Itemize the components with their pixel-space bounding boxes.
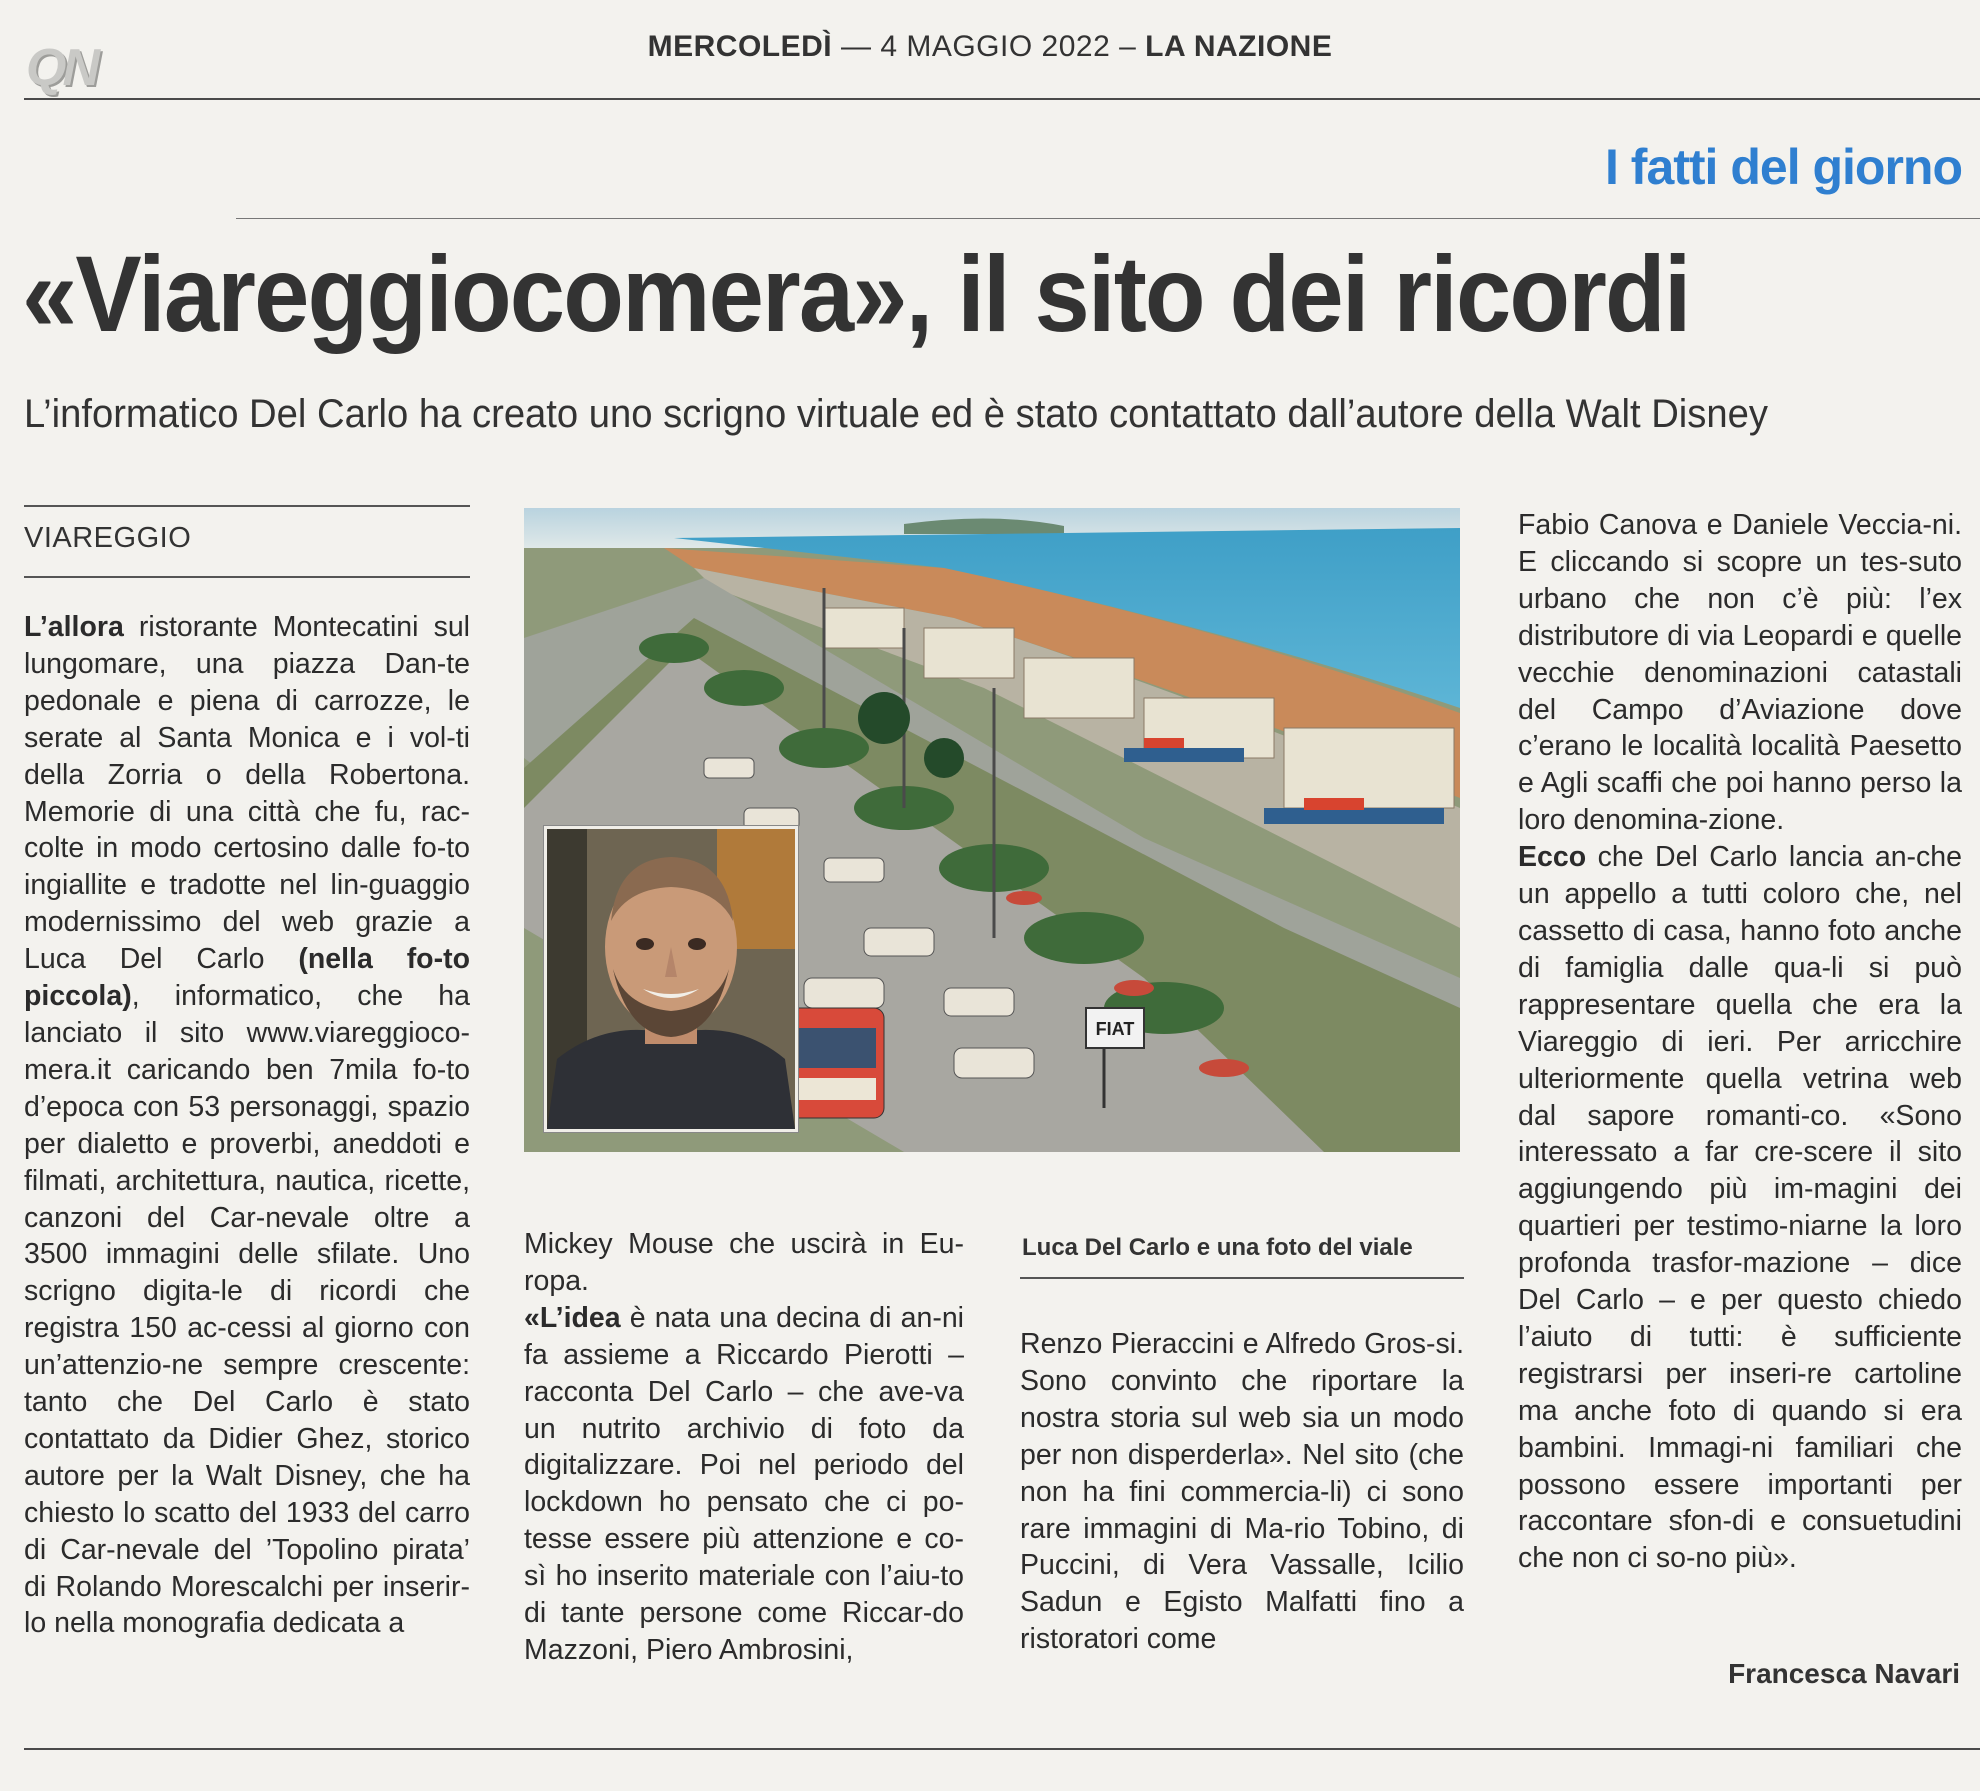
- lead-word: Ecco: [1518, 841, 1587, 874]
- newspaper-name: LA NAZIONE: [1145, 30, 1333, 63]
- body-text: , informatico, che ha lanciato il sito www.viareggioco-mera.it caricando ben 7mila fo-to d’epoca con 53 personaggi, spazio per dialetto e proverbi, aneddoti e filmati, architettura, nautica, ricette, canzoni del Car-nevale oltre a 3500 immagini delle sfilate. Uno scrigno digita-le di ricordi che registra 150 ac-cessi al giorno con un’attenzio-ne sempre crescente: tanto che Del Carlo è stato contattato da Didier Ghez, storico autore per la Walt Disney, che ha chiesto lo scatto del 1933 del carro di Car-nevale del ’Topolino pirata’ di Rolando Morescalchi per inserir-lo nella monografia dedicata a: [24, 980, 470, 1640]
- column-4-text: [1518, 839, 1962, 1577]
- dash-separator: —: [840, 30, 872, 63]
- caption-rule: [1020, 1277, 1464, 1279]
- body-text: ristorante Montecatini sul lungomare, una piazza Dan-te pedonale e piena di carrozze, le serate al Santa Monica e i vol-ti della Zorria o della Robertona. Memorie di una città che fu, rac-colte in modo certosino dalle fo-to ingiallite e tradotte nel lin-guaggio modernissimo del web grazie a Luca Del Carlo: [24, 611, 470, 976]
- subheadline: L’informatico Del Carlo ha creato uno scrigno virtuale ed è stato contattato dall’autore della Walt Disney: [24, 392, 1768, 436]
- lead-word: L’allora: [24, 611, 124, 643]
- qn-logo: QN: [26, 39, 96, 97]
- article-column-4: [1518, 507, 1962, 1577]
- article-column-2: [524, 1226, 964, 1669]
- author-byline: Francesca Navari: [1728, 1658, 1960, 1689]
- section-rule: [236, 218, 1980, 219]
- article-column-3: [1020, 1326, 1464, 1658]
- fiat-sign-text: FIAT: [1095, 1019, 1135, 1039]
- dateline: [0, 30, 1980, 64]
- column-2-text: [524, 1300, 964, 1669]
- column-1-text: [24, 609, 470, 1642]
- headline: «Viareggiocomera», il sito dei ricordi: [22, 233, 1690, 354]
- portrait-inset: [544, 826, 798, 1132]
- bottom-rule: [24, 1748, 1980, 1750]
- top-rule: [24, 98, 1980, 100]
- article-column-1: [24, 609, 470, 1642]
- dash-separator: –: [1119, 30, 1137, 63]
- column-4-intro: Fabio Canova e Daniele Veccia-ni. E cliccando si scopre un tes-suto urbano che non c’è più: l’ex distributore di via Leopardi e quelle vecchie denominazioni catastali del Campo d’Aviazione dove c’erano le località località Paesetto e Agli scaffi che poi hanno perso la loro denomina-zione.: [1518, 509, 1962, 837]
- photo-caption: Luca Del Carlo e una foto del viale: [1022, 1234, 1413, 1261]
- city-label: VIAREGGIO: [24, 522, 192, 554]
- weekday: MERCOLEDÌ: [647, 30, 833, 63]
- city-rule-bottom: [24, 576, 470, 578]
- issue-date: 4 MAGGIO 2022: [880, 30, 1111, 63]
- section-title: I fatti del giorno: [1605, 139, 1962, 195]
- photo-note: (nella fo-to piccola): [24, 943, 470, 1013]
- body-text: è nata una decina di an-ni fa assieme a Riccardo Pierotti – racconta Del Carlo – che ave-va un nutrito archivio di foto da digitalizzare. Poi nel periodo del lockdown ho pensato che ci po-tesse essere più attenzione e co-sì ho inserito materiale con l’aiu-to di tante persone come Riccar-do Mazzoni, Piero Ambrosini,: [524, 1301, 964, 1666]
- column-3-text: Renzo Pieraccini e Alfredo Gros-si. Sono convinto che riportare la nostra storia sul web sia un modo per non disperderla». Nel sito (che non ha fini commercia-li) ci sono rare immagini di Ma-rio Tobino, di Puccini, di Vera Vassalle, Icilio Sadun e Egisto Malfatti fino a ristoratori come: [1020, 1328, 1464, 1656]
- city-rule-top: [24, 505, 470, 507]
- column-2-intro: Mickey Mouse che uscirà in Eu-ropa.: [524, 1228, 964, 1297]
- body-text: che Del Carlo lancia an-che un appello a tutti coloro che, nel cassetto di casa, hanno foto anche di famiglia dalle qua-li si può rappresentare quella che era la Viareggio di ieri. Per arricchire ulteriormente quella vetrina web dal sapore romanti-co. «Sono interessato a far cre-scere il sito aggiungendo più im-magini dei quartieri per testimo-niarne la loro profonda trasfor-mazione – dice Del Carlo – e per questo chiedo l’aiuto di tutti: è sufficiente registrarsi per inseri-re cartoline ma anche foto di quando si era bambini. Immagi-ni familiari che possono essere importanti per raccontare sfon-di e consuetudini che non ci so-no più».: [1518, 841, 1962, 1575]
- portrait-illustration: [547, 829, 795, 1129]
- lead-word: «L’idea: [524, 1301, 621, 1334]
